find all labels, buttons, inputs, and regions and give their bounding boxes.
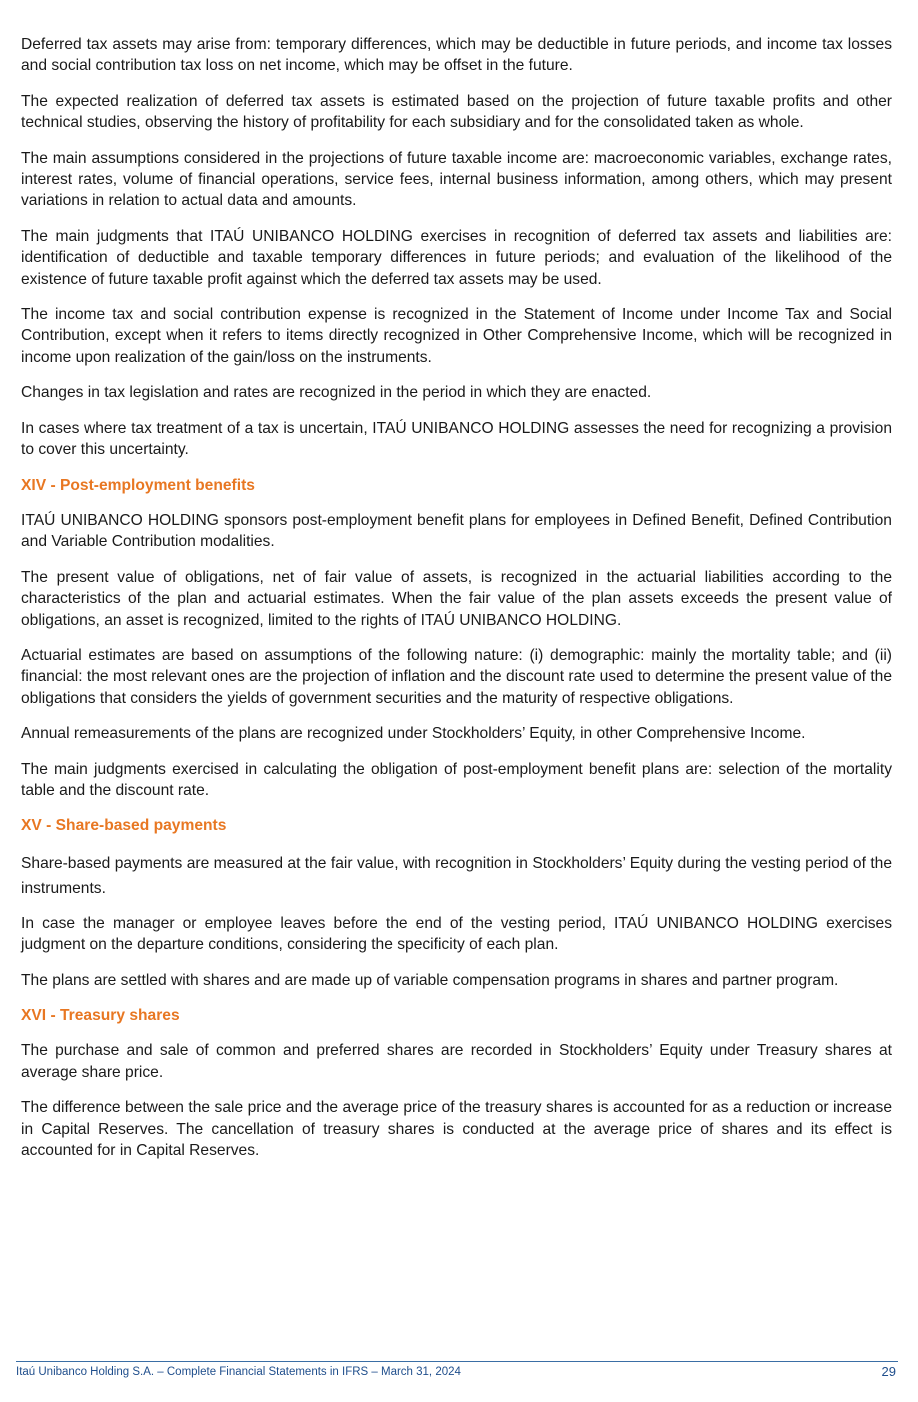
paragraph-deferred-tax-realization: The expected realization of deferred tax assets is estimated based on the projection of future taxable profits and other technical studies, observing the history of profitability for each subsidiary and for the consolidated taken as whole. [21,92,892,132]
page-footer [16,1361,898,1379]
section-heading-post-employment: XIV - Post-employment benefits [21,476,255,494]
paragraph-main-judgments-benefits: The main judgments exercised in calculating the obligation of post-employment benefit plans are: selection of the mortality table and the discount rate. [21,760,892,799]
paragraph-tax-legislation-changes: Changes in tax legislation and rates are recognized in the period in which they are enacted. [21,384,652,402]
section-heading-treasury-shares: XVI - Treasury shares [21,1007,180,1024]
paragraph-income-tax-expense: The income tax and social contribution expense is recognized in the Statement of Income under Income Tax and Social Contribution, except when it refers to items directly recognized in Other Comprehensive Income, which will be recognized in income upon realization of the gain/loss on the instruments. [21,306,892,366]
paragraph-treasury-difference: The difference between the sale price and the average price of the treasury shares is accounted for as a reduction or increase in Capital Reserves. The cancellation of treasury shares is conducted at the average price of shares and its effect is accounted for in Capital Reserves. [21,1099,892,1160]
paragraph-uncertain-tax-treatment: In cases where tax treatment of a tax is uncertain, ITAÚ UNIBANCO HOLDING assesses the need for recognizing a provision to cover this uncertainty. [21,419,892,459]
paragraph-main-assumptions: The main assumptions considered in the projections of future taxable income are: macroeconomic variables, exchange rates, interest rates, volume of financial operations, service fees, internal business information, among others, which may present variations in relation to actual data and amounts. [21,149,892,210]
footer-document-title: Itaú Unibanco Holding S.A. – Complete Financial Statements in IFRS – March 31, 2024 [16,1366,461,1378]
paragraph-actuarial-estimates: Actuarial estimates are based on assumptions of the following nature: (i) demographic: mainly the mortality table; and (ii) financial: the most relevant ones are the projection of inflation and the discount rate used to determine the present value of the obligations that considers the yields of government securities and the maturity of respective obligations. [21,646,892,707]
paragraph-treasury-purchase-sale: The purchase and sale of common and preferred shares are recorded in Stockholders’ Equity under Treasury shares at average share price. [21,1042,892,1081]
page-number: 29 [881,1364,896,1379]
paragraph-share-based-measurement: Share-based payments are measured at the fair value, with recognition in Stockholders’ Equity during the vesting period of the instruments. [21,854,892,897]
section-heading-share-based-payments: XV - Share-based payments [21,817,227,835]
paragraph-deferred-tax-origin: Deferred tax assets may arise from: temporary differences, which may be deductible in future periods, and income tax losses and social contribution tax loss on net income, which may be offset in the future. [21,36,892,75]
paragraph-benefit-plans: ITAÚ UNIBANCO HOLDING sponsors post-employment benefit plans for employees in Defined Benefit, Defined Contribution and Variable Contribution modalities. [21,511,892,551]
paragraph-vesting-departure: In case the manager or employee leaves before the end of the vesting period, ITAÚ UNIBANCO HOLDING exercises judgment on the departure conditions, considering the specificity of each plan. [21,914,892,954]
paragraph-plans-settlement: The plans are settled with shares and are made up of variable compensation programs in shares and partner program. [21,971,839,989]
document-body [21,34,892,1175]
paragraph-main-judgments-tax: The main judgments that ITAÚ UNIBANCO HOLDING exercises in recognition of deferred tax assets and liabilities are: identification of deductible and taxable temporary differences in future periods; and evaluation of the likelihood of the existence of future taxable profit against which the deferred tax assets may be used. [21,227,892,288]
paragraph-present-value-obligations: The present value of obligations, net of fair value of assets, is recognized in the actuarial liabilities according to the characteristics of the plan and actuarial estimates. When the fair value of the plan assets exceeds the present value of obligations, an asset is recognized, limited to the rights of ITAÚ UNIBANCO HOLDING. [21,568,892,629]
paragraph-annual-remeasurements: Annual remeasurements of the plans are recognized under Stockholders’ Equity, in other Comprehensive Income. [21,725,806,743]
